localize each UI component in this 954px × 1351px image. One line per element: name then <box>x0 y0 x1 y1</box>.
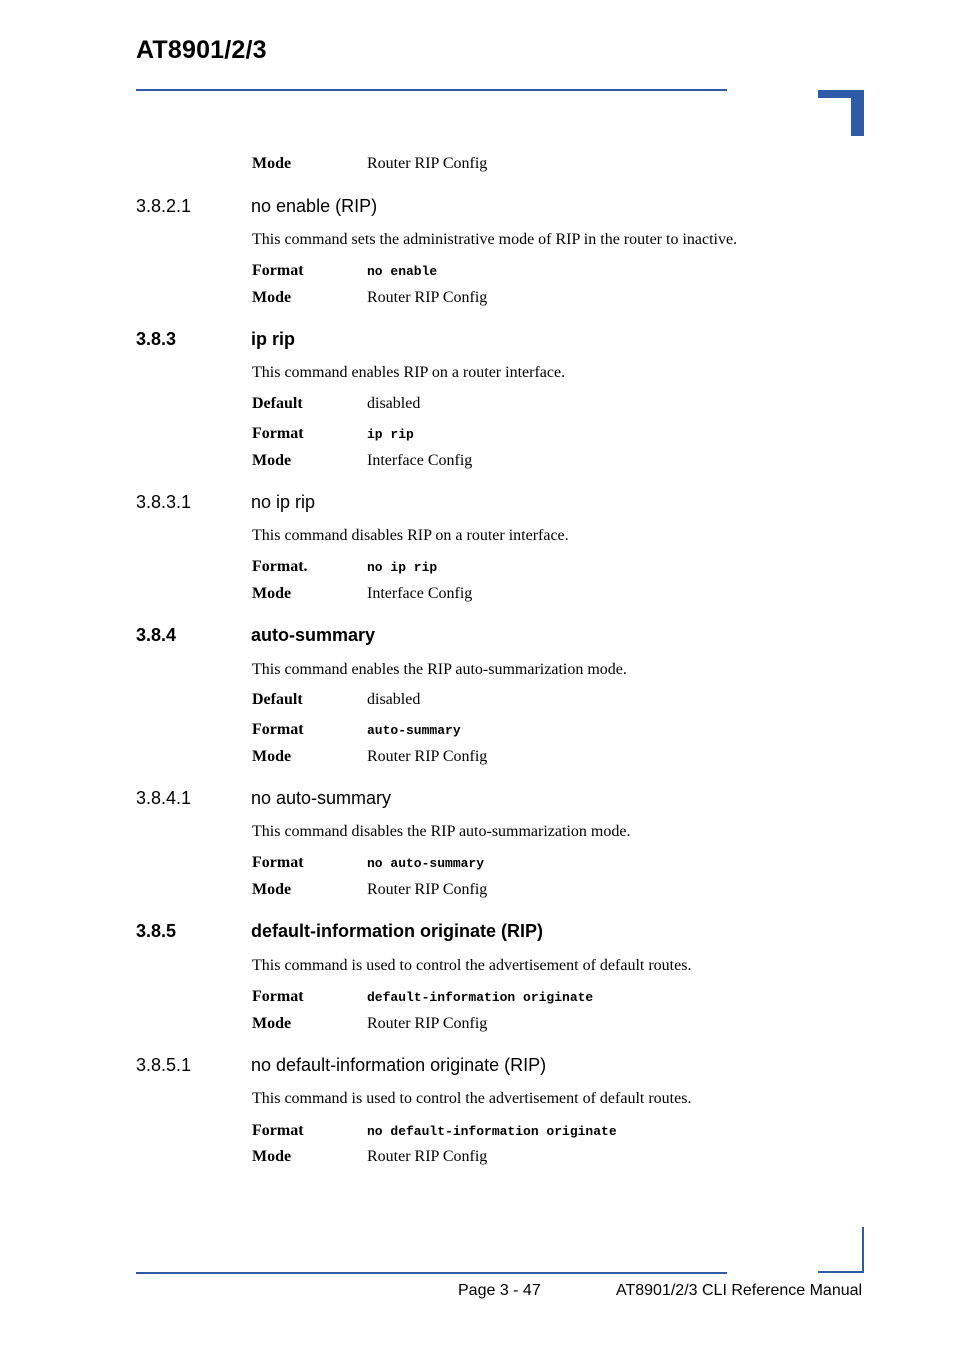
mode-value: Interface Config <box>367 452 473 469</box>
section-description: This command sets the administrative mode of RIP in the router to inactive. <box>252 231 738 248</box>
mode-row <box>252 880 487 900</box>
mode-row <box>252 451 472 471</box>
default-value: disabled <box>367 691 421 708</box>
mode-label: Mode <box>252 748 292 765</box>
format-command: no default-information originate <box>367 1124 617 1139</box>
format-row <box>252 424 414 445</box>
mode-row <box>252 1014 487 1034</box>
mode-row <box>252 584 472 604</box>
format-row <box>252 1121 617 1142</box>
format-command: no ip rip <box>367 560 438 575</box>
format-command: no auto-summary <box>367 856 485 871</box>
manual-title: AT8901/2/3 CLI Reference Manual <box>616 1282 863 1299</box>
mode-row <box>252 288 487 308</box>
section-title: no ip rip <box>251 492 316 512</box>
format-row <box>252 720 461 741</box>
mode-label: Mode <box>252 1015 292 1032</box>
section-heading <box>136 1054 546 1076</box>
section-description: This command is used to control the advertisement of default routes. <box>252 1090 692 1107</box>
mode-value: Router RIP Config <box>367 881 488 898</box>
default-value: disabled <box>367 395 421 412</box>
mode-value: Interface Config <box>367 585 473 602</box>
format-command: ip rip <box>367 427 414 442</box>
mode-value: Router RIP Config <box>367 1148 488 1165</box>
format-label: Format <box>252 721 304 738</box>
format-row <box>252 557 437 578</box>
section-description: This command disables the RIP auto-summarization mode. <box>252 823 631 840</box>
mode-label: Mode <box>252 452 292 469</box>
section-heading <box>136 624 375 646</box>
section-number: 3.8.4 <box>136 625 177 645</box>
section-title: no enable (RIP) <box>251 196 378 216</box>
section-heading <box>136 328 295 350</box>
default-label: Default <box>252 691 303 708</box>
mode-value: Router RIP Config <box>367 1015 488 1032</box>
mode-row <box>252 154 487 174</box>
section-description: This command enables the RIP auto-summarization mode. <box>252 661 627 678</box>
format-label: Format <box>252 1122 304 1139</box>
footer-corner-mark <box>862 1227 864 1273</box>
format-row <box>252 987 593 1008</box>
mode-row <box>252 1147 487 1167</box>
format-command: no enable <box>367 264 438 279</box>
footer-rule <box>136 1272 727 1274</box>
header-rule <box>136 89 727 91</box>
footer-corner-mark-horizontal <box>818 1271 864 1273</box>
section-description: This command enables RIP on a router interface. <box>252 364 566 381</box>
section-number: 3.8.5.1 <box>136 1055 192 1075</box>
page-number: Page 3 - 47 <box>458 1282 541 1299</box>
format-row <box>252 261 437 282</box>
format-label: Format <box>252 854 304 871</box>
section-number: 3.8.3 <box>136 329 177 349</box>
mode-value: Router RIP Config <box>367 155 488 172</box>
section-title: ip rip <box>251 329 295 349</box>
mode-label: Mode <box>252 585 292 602</box>
default-label: Default <box>252 395 303 412</box>
mode-row <box>252 747 487 767</box>
document-title: AT8901/2/3 <box>136 36 267 64</box>
mode-value: Router RIP Config <box>367 748 488 765</box>
section-number: 3.8.2.1 <box>136 196 192 216</box>
section-title: auto-summary <box>251 625 376 645</box>
section-number: 3.8.4.1 <box>136 788 192 808</box>
section-heading <box>136 195 377 217</box>
default-row <box>252 690 420 710</box>
mode-value: Router RIP Config <box>367 289 488 306</box>
format-label: Format. <box>252 558 308 575</box>
mode-label: Mode <box>252 881 292 898</box>
format-label: Format <box>252 262 304 279</box>
section-title: no auto-summary <box>251 788 392 808</box>
mode-label: Mode <box>252 155 292 172</box>
section-description: This command disables RIP on a router interface. <box>252 527 569 544</box>
section-description: This command is used to control the advertisement of default routes. <box>252 957 692 974</box>
section-heading <box>136 491 315 513</box>
mode-label: Mode <box>252 1148 292 1165</box>
section-number: 3.8.3.1 <box>136 492 192 512</box>
section-heading <box>136 920 543 942</box>
default-row <box>252 394 420 414</box>
section-title: default-information originate (RIP) <box>251 921 543 941</box>
section-title: no default-information originate (RIP) <box>251 1055 547 1075</box>
format-row <box>252 853 484 874</box>
format-label: Format <box>252 425 304 442</box>
corner-mark-vertical <box>851 90 864 136</box>
section-number: 3.8.5 <box>136 921 177 941</box>
mode-label: Mode <box>252 289 292 306</box>
format-label: Format <box>252 988 304 1005</box>
format-command: default-information originate <box>367 990 594 1005</box>
section-heading <box>136 787 391 809</box>
format-command: auto-summary <box>367 723 461 738</box>
